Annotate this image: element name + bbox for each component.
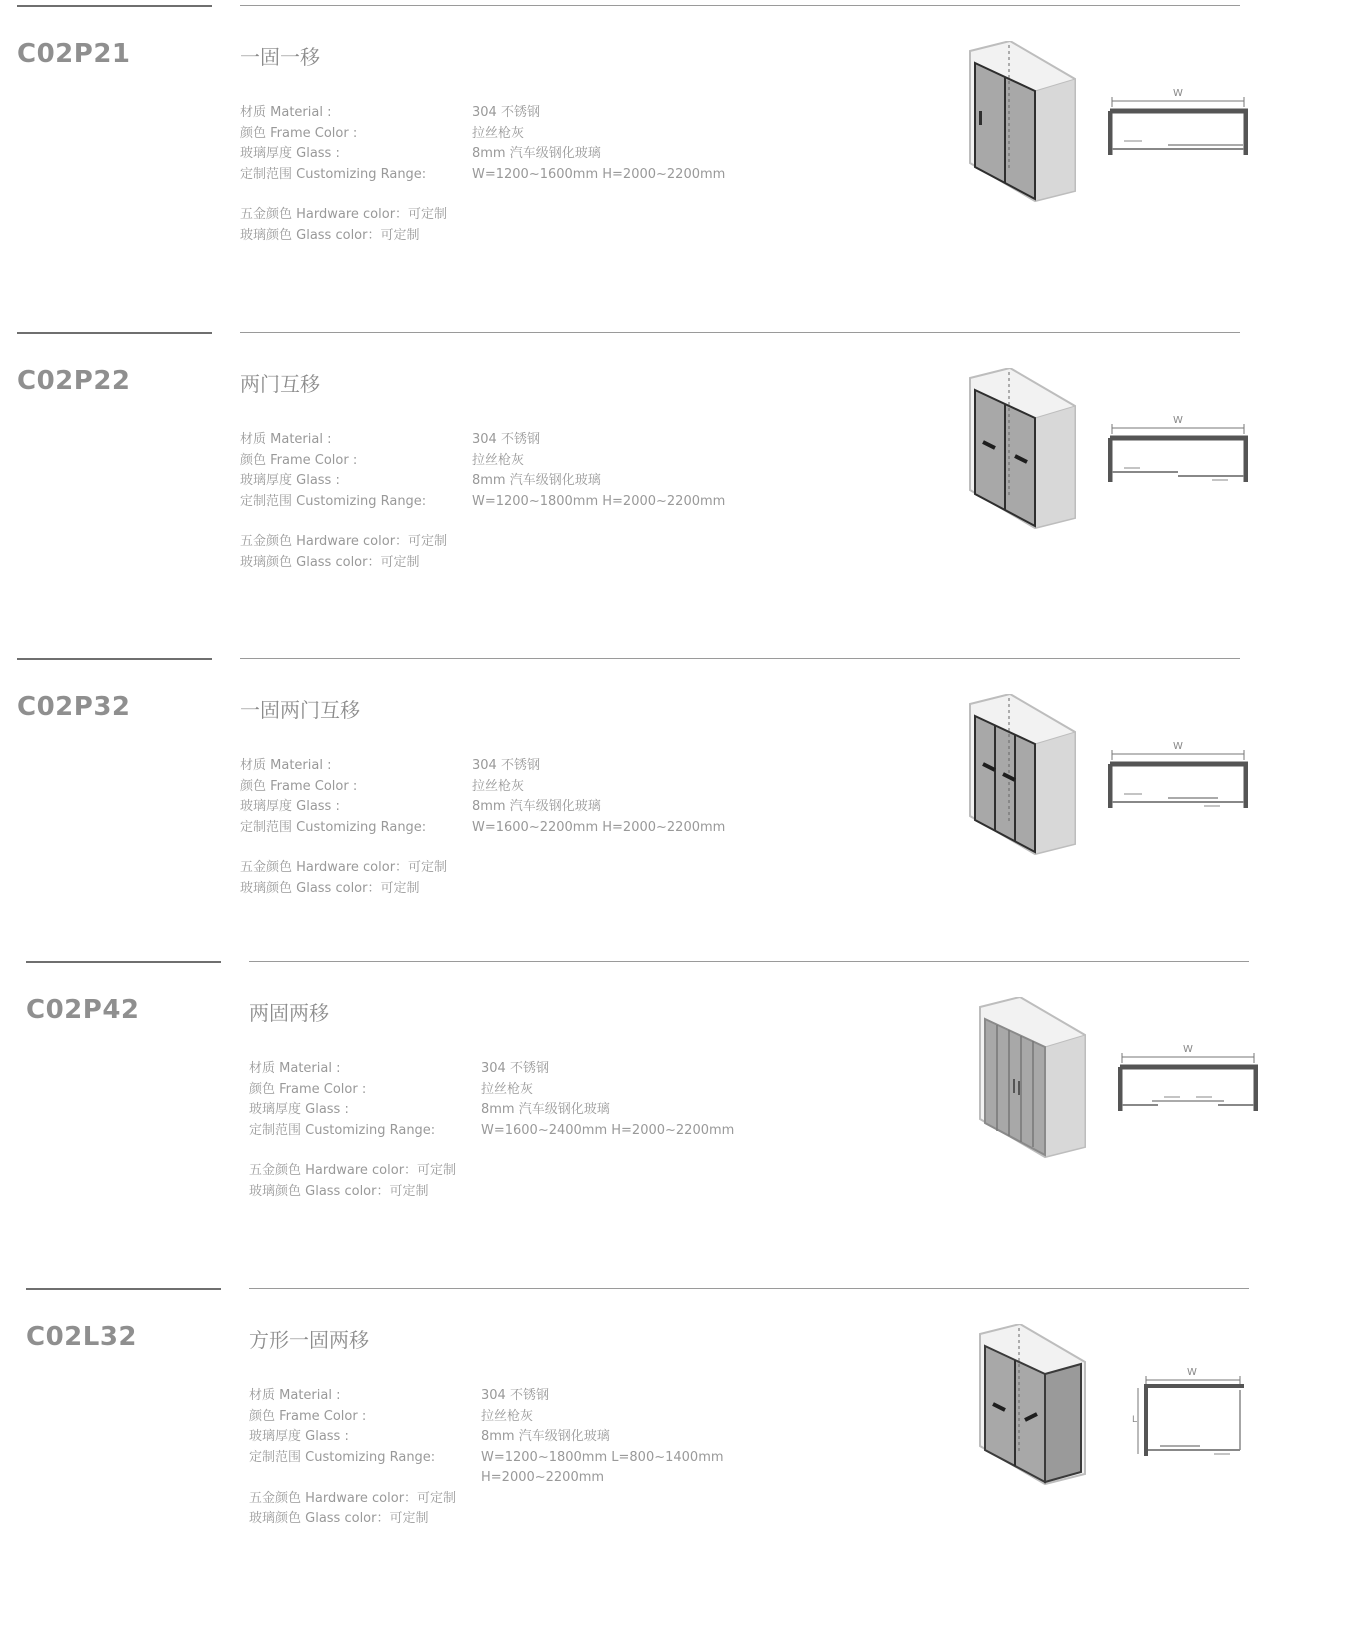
spec-label: 颜色 Frame Color :: [240, 452, 358, 468]
spec-value: 拉丝枪灰: [472, 452, 525, 468]
product-title: 一固一移: [240, 45, 320, 69]
spec-value: 304 不锈钢: [472, 432, 540, 447]
spec-value: W=1200~1600mm H=2000~2200mm: [472, 166, 726, 182]
product-code: C02P21: [17, 39, 131, 69]
spec-value: H=2000~2200mm: [481, 1470, 605, 1485]
spec-label: 材质 Material :: [240, 758, 332, 773]
spec-value: 304 不锈钢: [481, 1388, 549, 1403]
spec-value: 8mm 汽车级钢化玻璃: [472, 799, 601, 814]
spec-range: [249, 1121, 734, 1142]
spec-value: W=1600~2200mm H=2000~2200mm: [472, 819, 726, 835]
spec-value: 拉丝枪灰: [472, 125, 525, 141]
product-title: 一固两门互移: [240, 698, 360, 722]
floor-plan-diagram: [1108, 85, 1248, 165]
spec-glass: [249, 1100, 734, 1121]
spec-value: 8mm 汽车级钢化玻璃: [481, 1102, 610, 1117]
spec-label: 定制范围 Customizing Range:: [249, 1122, 436, 1138]
shower-enclosure-3d-illustration: [965, 368, 1095, 548]
section-rule-left: [26, 961, 221, 963]
spec-value: 拉丝枪灰: [472, 778, 525, 794]
spec-glass-color: 玻璃颜色 Glass color：可定制: [249, 1511, 429, 1526]
spec-label-spacer: [249, 1468, 481, 1489]
spec-list: [249, 1059, 734, 1202]
section-rule-left: [17, 5, 212, 7]
spec-label: 材质 Material :: [249, 1061, 341, 1076]
spec-extra: [249, 1489, 724, 1530]
spec-extra: [240, 205, 725, 246]
spec-frame-color: [249, 1407, 724, 1428]
floor-plan-diagram: [1108, 738, 1248, 818]
section-rule-main: [240, 5, 1240, 6]
spec-hardware-color: 五金颜色 Hardware color：可定制: [240, 860, 448, 875]
spec-glass-color: 玻璃颜色 Glass color：可定制: [240, 554, 420, 570]
spec-frame-color: [240, 777, 725, 798]
section-rule-main: [249, 1288, 1249, 1289]
spec-range: [240, 165, 725, 186]
plan-w-label: W: [1173, 741, 1183, 752]
shower-enclosure-3d-illustration: [975, 1324, 1105, 1504]
product-c02p42: [0, 961, 1364, 1291]
product-c02p32: [0, 658, 1364, 988]
section-rule-main: [249, 961, 1249, 962]
spec-label: 材质 Material :: [240, 432, 332, 447]
spec-hardware-color: 五金颜色 Hardware color：可定制: [249, 1163, 457, 1178]
plan-w-label: W: [1173, 415, 1183, 426]
spec-range: [249, 1448, 724, 1469]
spec-label: 定制范围 Customizing Range:: [240, 819, 427, 835]
spec-label: 定制范围 Customizing Range:: [240, 166, 427, 182]
spec-value: 拉丝枪灰: [481, 1081, 534, 1097]
product-c02p22: [0, 332, 1364, 662]
shower-enclosure-3d-illustration: [965, 41, 1095, 221]
spec-frame-color: [249, 1080, 734, 1101]
spec-glass-color: 玻璃颜色 Glass color：可定制: [240, 227, 420, 243]
spec-value: 拉丝枪灰: [481, 1408, 534, 1424]
section-rule-left: [26, 1288, 221, 1290]
spec-glass-color: 玻璃颜色 Glass color：可定制: [240, 880, 420, 896]
spec-value: 304 不锈钢: [472, 105, 540, 120]
spec-label: 颜色 Frame Color :: [240, 125, 358, 141]
spec-label: 材质 Material :: [249, 1388, 341, 1403]
floor-plan-diagram: [1118, 1041, 1258, 1121]
spec-label: 定制范围 Customizing Range:: [249, 1449, 436, 1465]
plan-w-label: W: [1173, 88, 1183, 99]
spec-value: 304 不锈钢: [472, 758, 540, 773]
product-title: 方形一固两移: [249, 1328, 369, 1352]
product-code: C02P22: [17, 366, 131, 396]
spec-glass: [240, 797, 725, 818]
spec-hardware-color: 五金颜色 Hardware color：可定制: [240, 207, 448, 222]
floor-plan-diagram: [1130, 1364, 1250, 1464]
spec-glass: [240, 144, 725, 165]
spec-material: [249, 1386, 724, 1407]
spec-list: [240, 430, 725, 573]
spec-label: 颜色 Frame Color :: [249, 1081, 367, 1097]
spec-list: [240, 756, 725, 899]
spec-glass: [249, 1427, 724, 1448]
spec-frame-color: [240, 451, 725, 472]
product-title: 两门互移: [240, 372, 320, 396]
spec-label: 玻璃厚度 Glass :: [240, 799, 340, 814]
plan-w-label: W: [1187, 1367, 1197, 1378]
spec-material: [240, 430, 725, 451]
spec-extra: [240, 858, 725, 899]
spec-list: [240, 103, 725, 246]
spec-material: [249, 1059, 734, 1080]
spec-hardware-color: 五金颜色 Hardware color：可定制: [249, 1490, 457, 1506]
spec-label: 玻璃厚度 Glass :: [240, 146, 340, 161]
spec-label: 玻璃厚度 Glass :: [249, 1102, 349, 1117]
spec-hardware-color: 五金颜色 Hardware color：可定制: [240, 534, 448, 549]
spec-label: 定制范围 Customizing Range:: [240, 493, 427, 509]
spec-label: 材质 Material :: [240, 105, 332, 120]
spec-label: 颜色 Frame Color :: [240, 778, 358, 794]
section-rule-left: [17, 658, 212, 660]
spec-value: W=1600~2400mm H=2000~2200mm: [481, 1122, 735, 1138]
spec-label: 玻璃厚度 Glass :: [249, 1429, 349, 1444]
plan-w-label: W: [1183, 1044, 1193, 1055]
product-c02l32: [0, 1288, 1364, 1618]
spec-value: W=1200~1800mm L=800~1400mm: [481, 1449, 724, 1465]
product-code: C02P32: [17, 692, 131, 722]
spec-value: 8mm 汽车级钢化玻璃: [472, 473, 601, 488]
spec-value: W=1200~1800mm H=2000~2200mm: [472, 493, 726, 509]
spec-extra: [240, 532, 725, 573]
spec-material: [240, 756, 725, 777]
spec-list: [249, 1386, 724, 1530]
spec-value: 8mm 汽车级钢化玻璃: [481, 1429, 610, 1444]
spec-range: [240, 818, 725, 839]
plan-l-label: L: [1132, 1415, 1138, 1425]
product-code: C02P42: [26, 995, 140, 1025]
section-rule-main: [240, 332, 1240, 333]
spec-frame-color: [240, 124, 725, 145]
spec-value: 304 不锈钢: [481, 1061, 549, 1076]
shower-enclosure-3d-illustration: [965, 694, 1095, 874]
product-c02p21: [0, 5, 1364, 335]
spec-range: [240, 492, 725, 513]
product-title: 两固两移: [249, 1001, 329, 1025]
spec-material: [240, 103, 725, 124]
section-rule-main: [240, 658, 1240, 659]
spec-range-continued: [249, 1468, 724, 1489]
spec-label: 颜色 Frame Color :: [249, 1408, 367, 1424]
spec-extra: [249, 1161, 734, 1202]
spec-label: 玻璃厚度 Glass :: [240, 473, 340, 488]
product-code: C02L32: [26, 1322, 138, 1352]
section-rule-left: [17, 332, 212, 334]
spec-glass: [240, 471, 725, 492]
shower-enclosure-3d-illustration: [975, 997, 1105, 1177]
spec-value: 8mm 汽车级钢化玻璃: [472, 146, 601, 161]
spec-glass-color: 玻璃颜色 Glass color：可定制: [249, 1183, 429, 1199]
floor-plan-diagram: [1108, 412, 1248, 492]
